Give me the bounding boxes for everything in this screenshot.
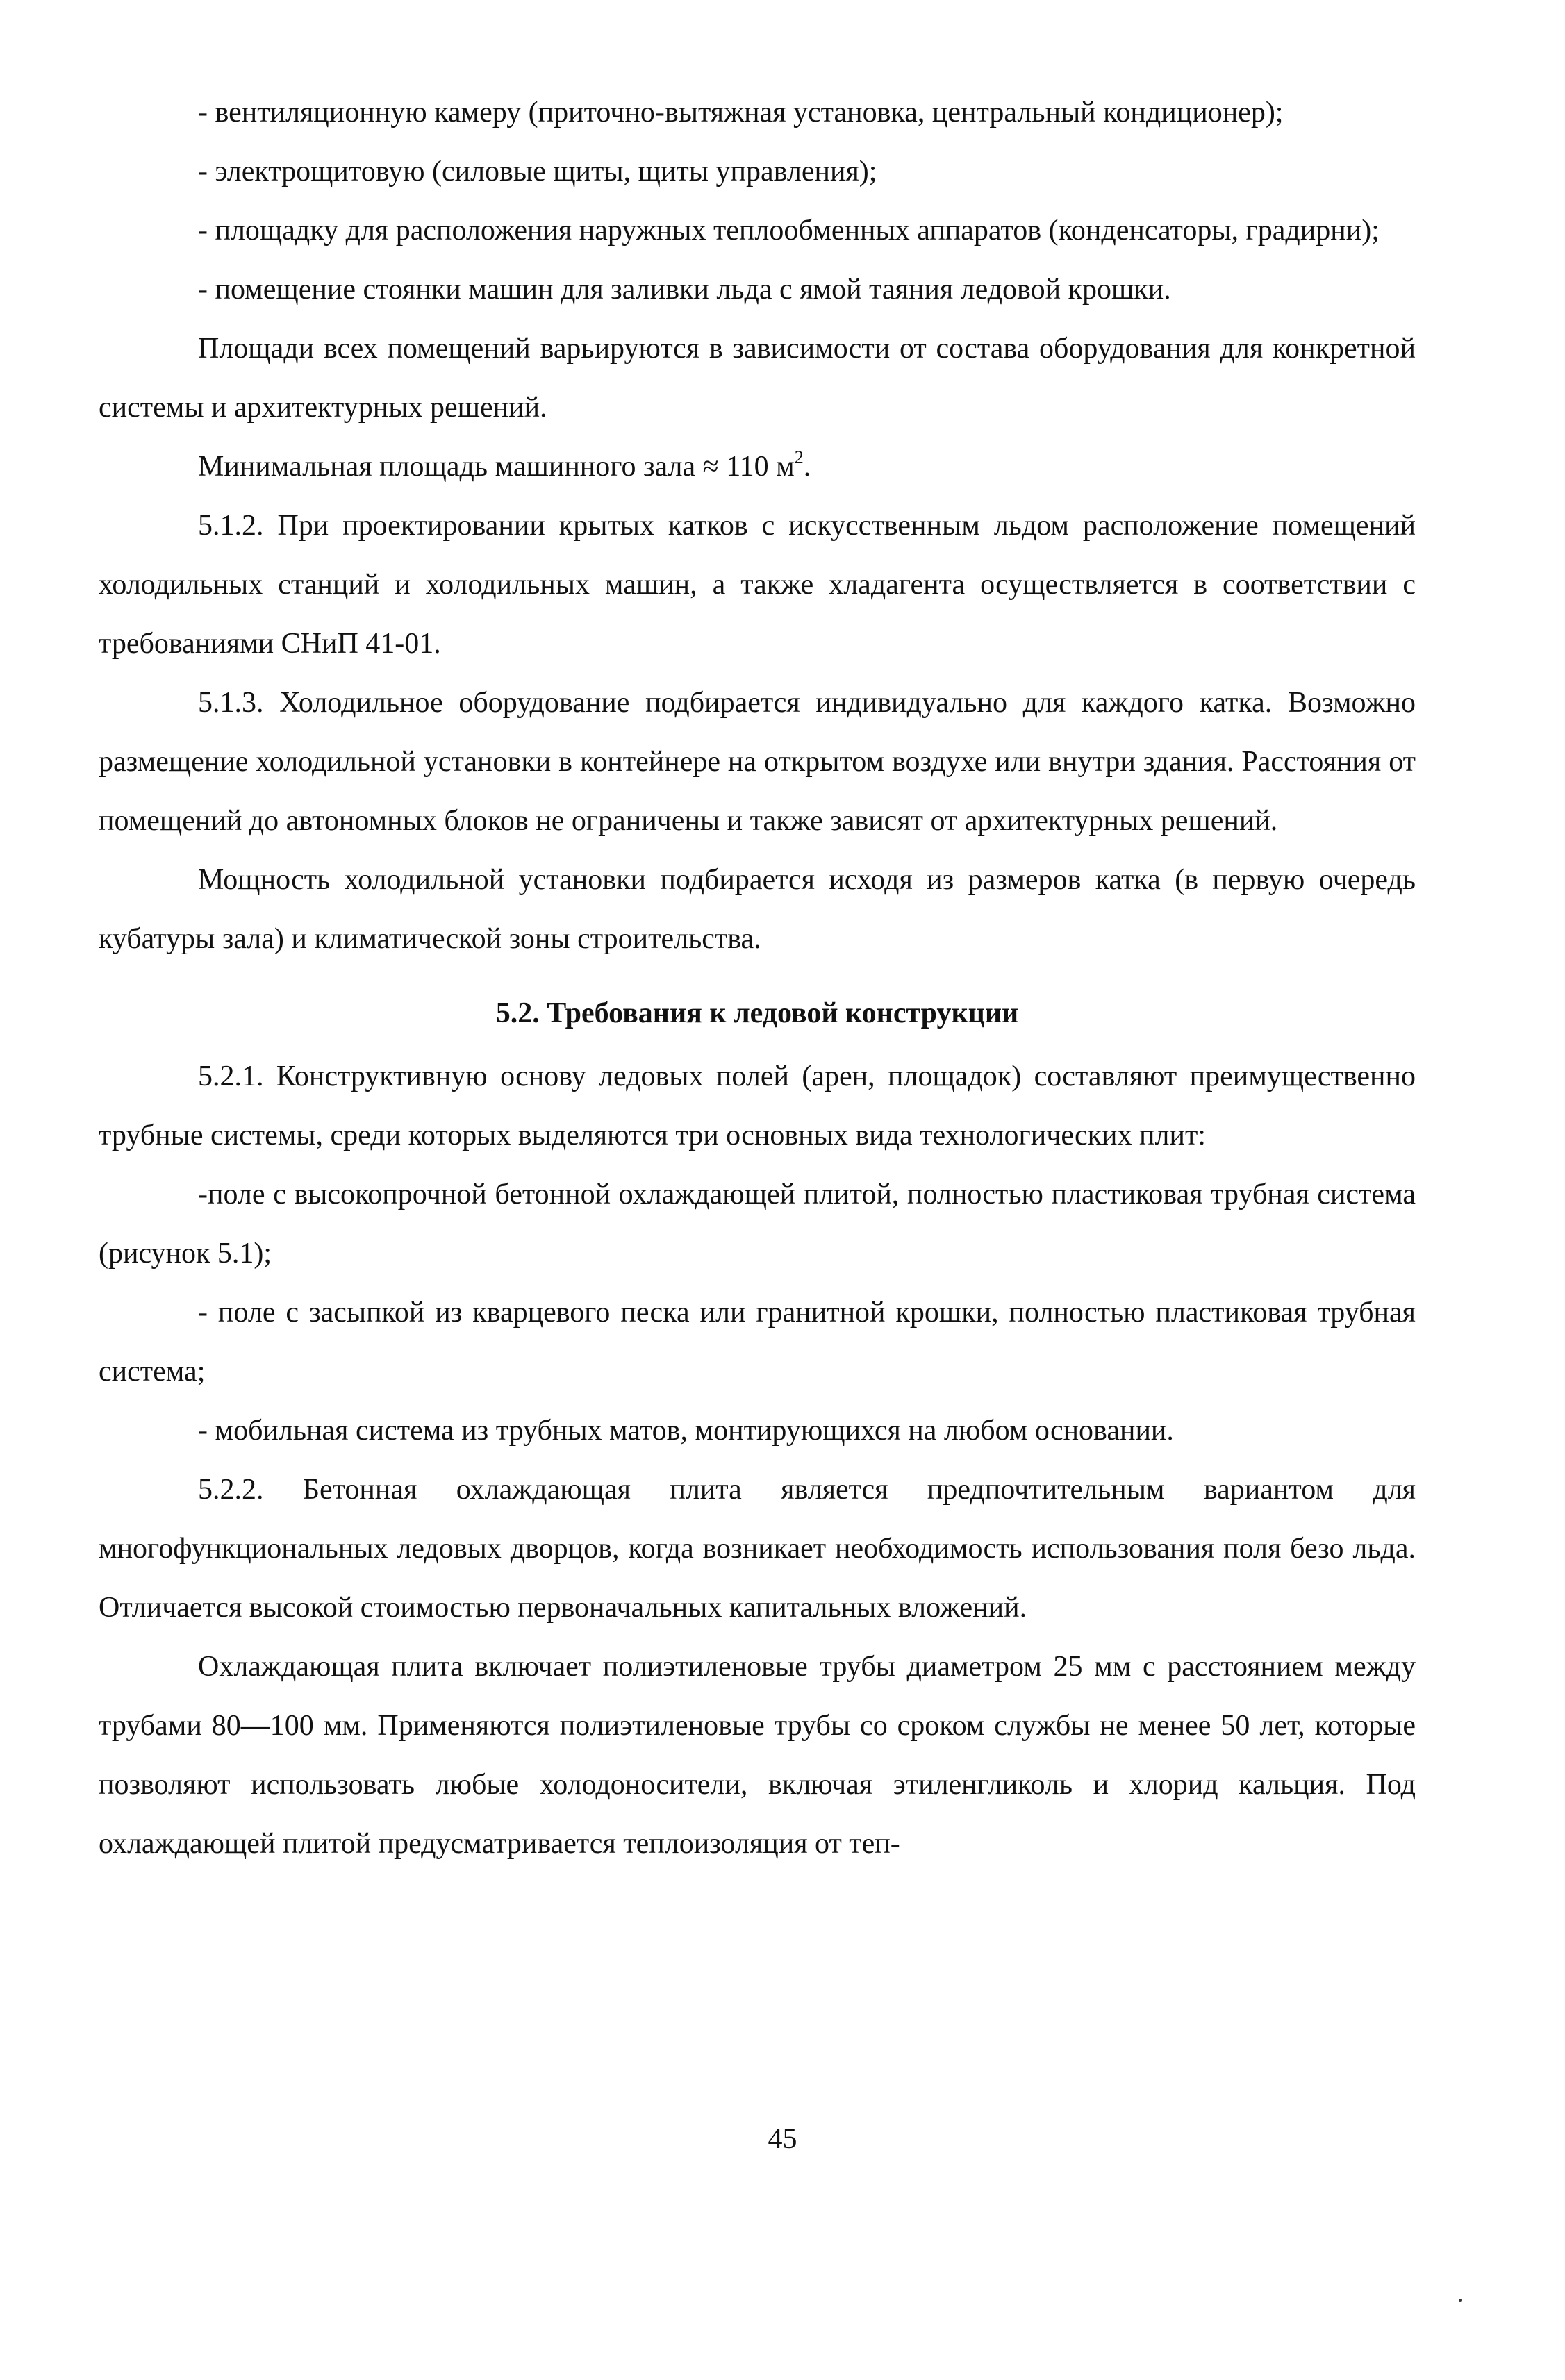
paragraph-refrigeration-capacity: Мощность холодильной установки подбирается исходя из размеров катка (в первую очередь кубатуры зала) и климатической зоны строительства. [99,864,1416,955]
min-area-suffix: . [803,451,811,483]
paragraph-5-2-2: 5.2.2. Бетонная охлаждающая плита является предпочтительным вариантом для многофункциональных ледовых дворцов, когда возникает необходимость использования поля безо льда. Отличается высокой стоимостью первоначальных капитальных вложений. [99,1474,1416,1624]
list-item-sand-fill: - поле с засыпкой из кварцевого песка или гранитной крошки, полностью пластиковая трубная система; [99,1297,1416,1388]
page-number: 45 [768,2123,797,2155]
paragraph-ice-machine-room: - помещение стоянки машин для заливки льда с ямой таяния ледовой крошки. [198,274,1171,306]
paragraph-5-2-1: 5.2.1. Конструктивную основу ледовых полей (арен, площадок) составляют преимущественно трубные системы, среди которых выделяются три основных вида технологических плит: [99,1060,1416,1151]
paragraph-cooling-slab: Охлаждающая плита включает полиэтиленовые трубы диаметром 25 мм с расстоянием между трубами 80—100 мм. Применяются полиэтиленовые трубы со сроком службы не менее 50 лет, которые позволяют использовать любые холодоносители, включая этиленгликоль и хлорид кальция. Под охлаждающей плитой предусматривается теплоизоляция от теп- [99,1651,1416,1860]
paragraph-ventilation-chamber: - вентиляционную камеру (приточно-вытяжная установка, центральный кондиционер); [198,97,1284,128]
document-page [99,83,1416,1874]
paragraph-room-areas: Площади всех помещений варьируются в зависимости от состава оборудования для конкретной системы и архитектурных решений. [99,333,1416,424]
paragraph-electrical-room: - электрощитовую (силовые щиты, щиты управления); [198,156,877,188]
paragraph-heat-exchanger-site: - площадку для расположения наружных теплообменных аппаратов (конденсаторы, градирни); [198,215,1380,247]
scan-speck [1459,2299,1462,2302]
min-area-superscript: 2 [794,447,804,467]
paragraph-5-1-3: 5.1.3. Холодильное оборудование подбирается индивидуально для каждого катка. Возможно размещение холодильной установки в контейнере на открытом воздухе или внутри здания. Расстояния от помещений до автономных блоков не ограничены и также зависят от архитектурных решений. [99,687,1416,837]
paragraph-5-1-2: 5.1.2. При проектировании крытых катков с искусственным льдом расположение помещений холодильных станций и холодильных машин, а также хладагента осуществляется в соответствии с требованиями СНиП 41-01. [99,510,1416,660]
min-area-text: Минимальная площадь машинного зала ≈ 110 м [198,451,795,483]
list-item-concrete-slab: -поле с высокопрочной бетонной охлаждающей плитой, полностью пластиковая трубная система (рисунок 5.1); [99,1179,1416,1270]
section-heading: 5.2. Требования к ледовой конструкции [495,997,1019,1029]
list-item-mobile-system: - мобильная система из трубных матов, монтирующихся на любом основании. [198,1415,1174,1447]
paragraph-min-machine-room-area [99,438,1416,497]
